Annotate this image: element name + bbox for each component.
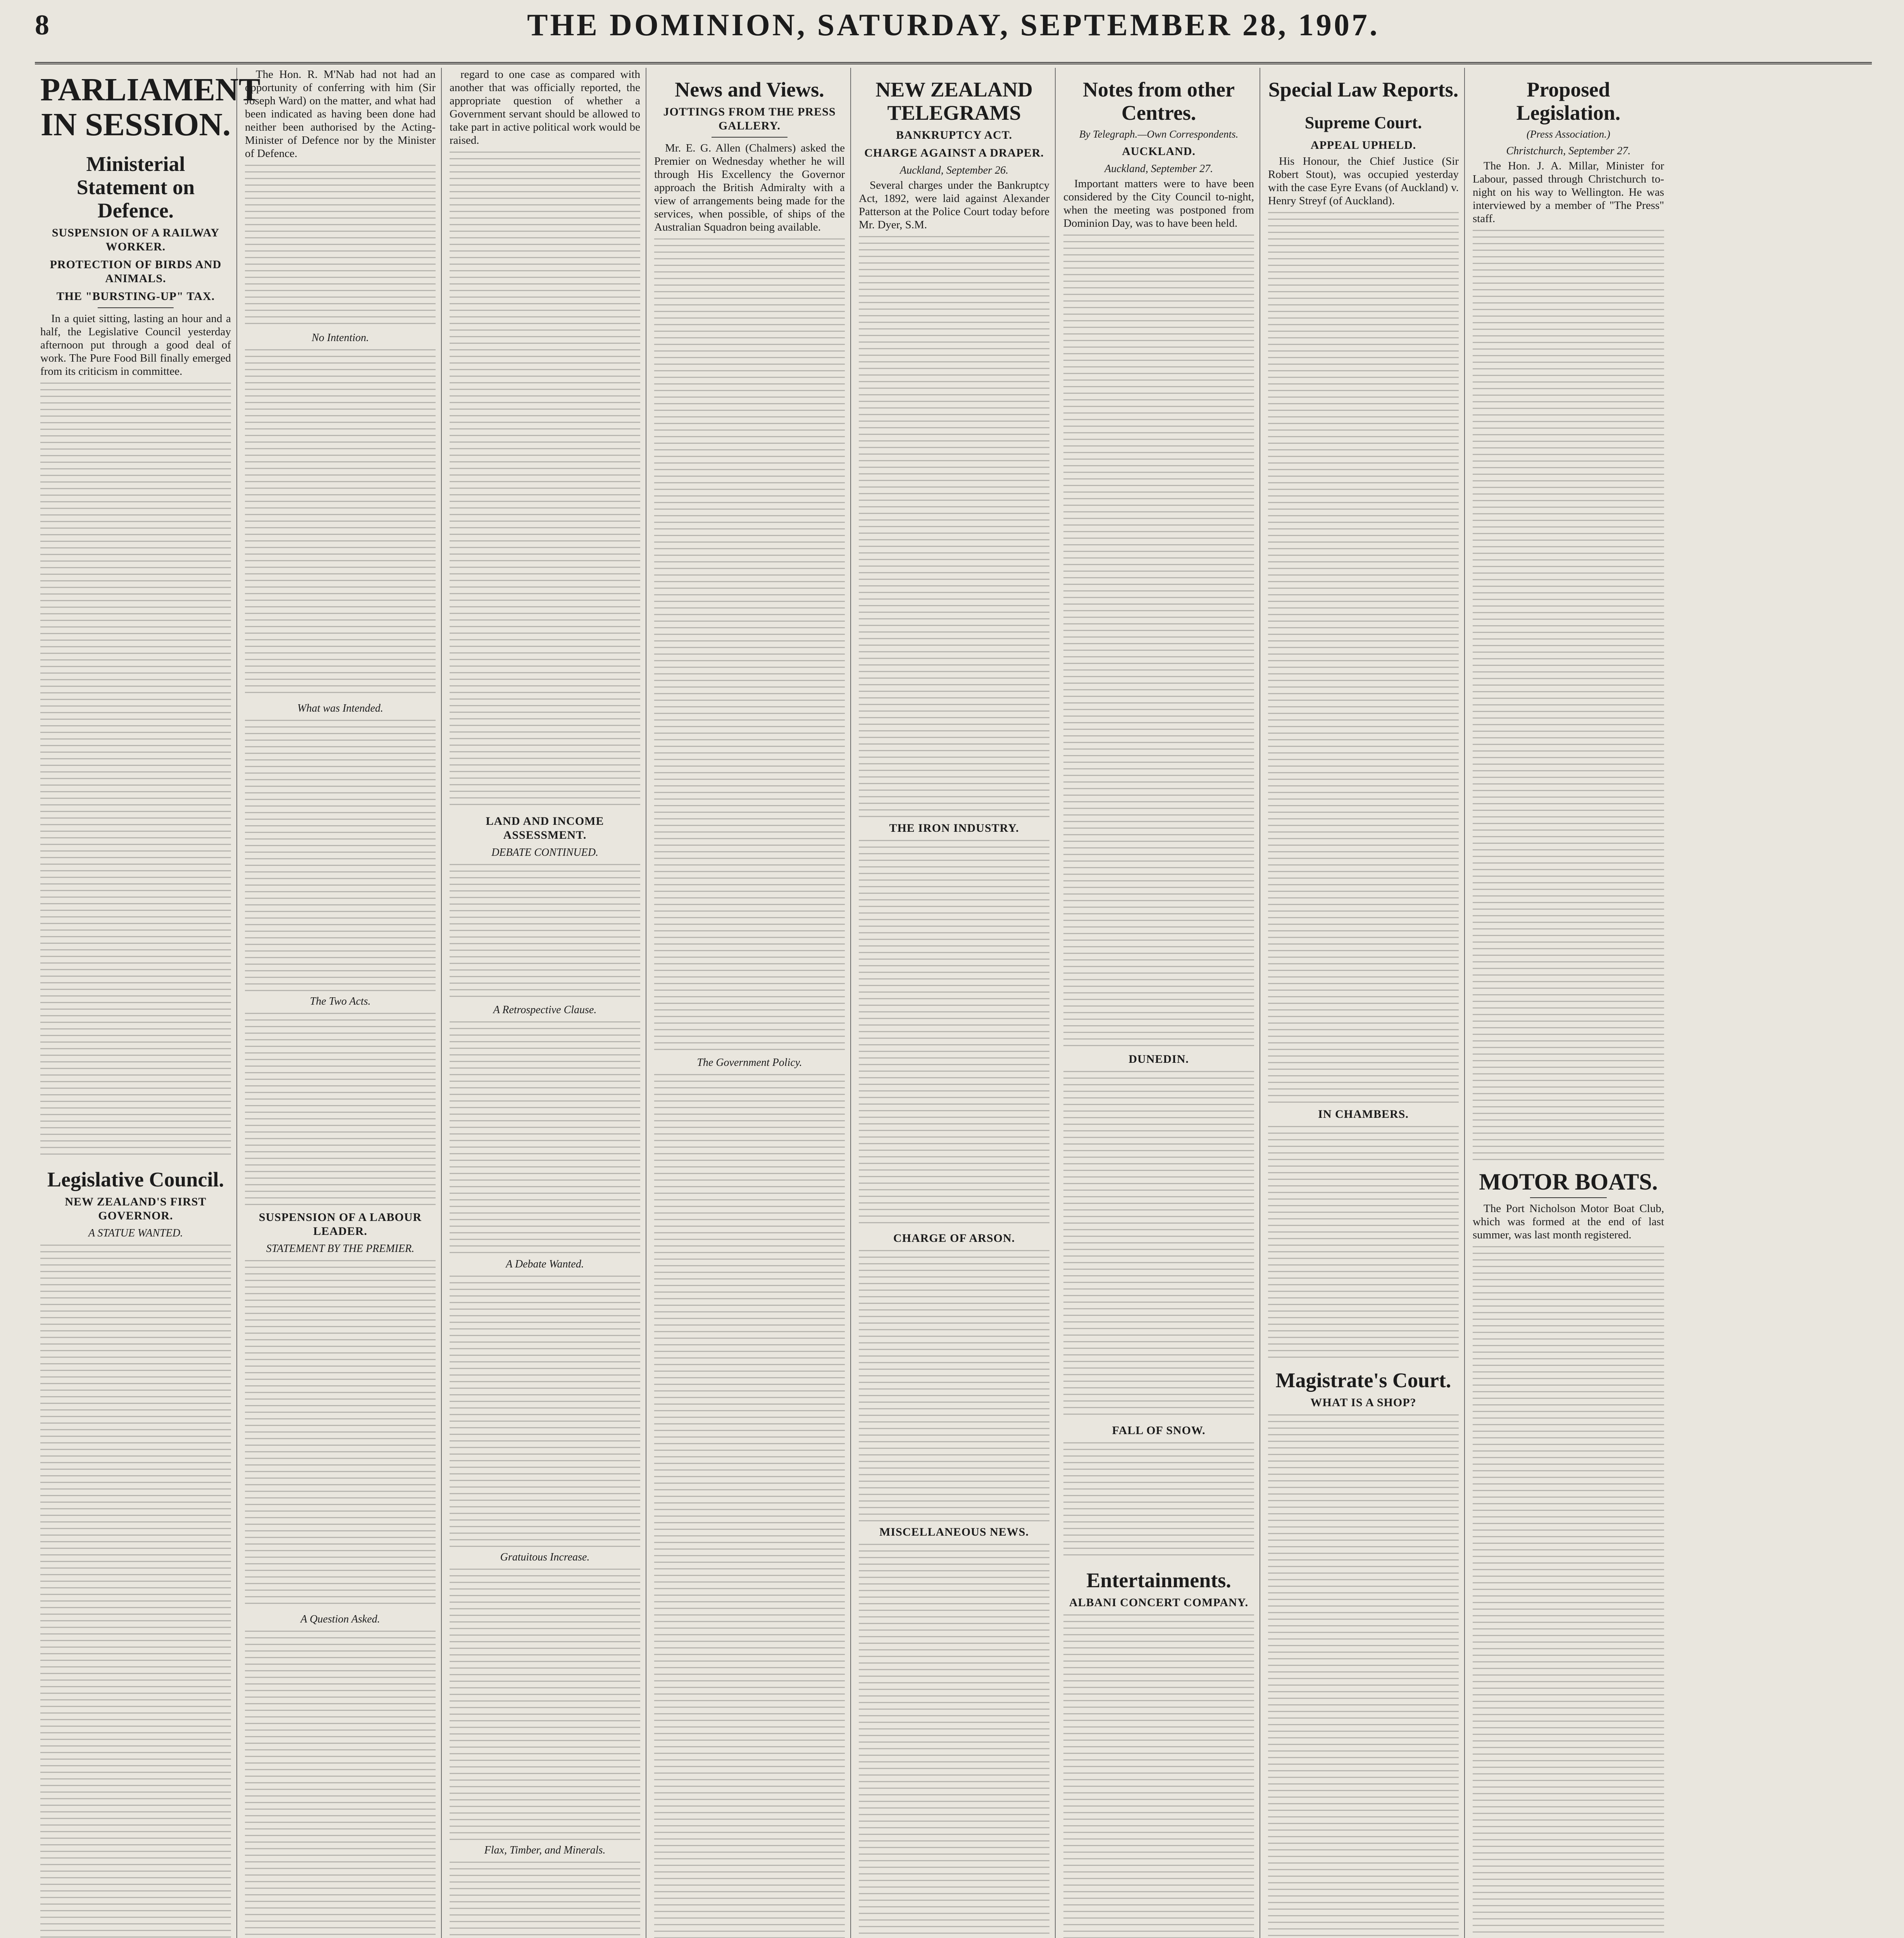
subheading: SUSPENSION OF A LABOUR LEADER. <box>258 1211 422 1238</box>
subheading: WHAT IS A SHOP? <box>1310 1396 1416 1409</box>
article-body-text <box>245 1260 436 1609</box>
column-6 <box>1058 68 1260 1938</box>
section-heading: Legislative Council. <box>47 1168 224 1191</box>
article-body-text <box>1268 1126 1459 1359</box>
article-body-text <box>450 152 640 810</box>
subheading: A Retrospective Clause. <box>493 1004 597 1016</box>
article-body-text <box>40 1245 231 1938</box>
article-body-text <box>245 1013 436 1207</box>
subheading: The Two Acts. <box>310 995 371 1007</box>
defence-story-heading: Ministerial Statement on Defence. <box>76 152 195 222</box>
article-body-text <box>654 1074 845 1938</box>
article-body-text <box>654 238 845 1052</box>
article-paragraph: His Honour, the Chief Justice (Sir Robert Stout), was occupied yesterday with the case Eyre Evans (of Auckland) v. Henry Streyf (of Auckland). <box>1268 155 1459 207</box>
article-body-text <box>450 1569 640 1840</box>
article-body-text <box>245 165 436 328</box>
subheading: SUSPENSION OF A RAILWAY WORKER. <box>52 226 220 253</box>
dateline: Auckland, September 26. <box>900 164 1008 176</box>
parliament-heading: PARLIAMENT IN SESSION. <box>40 72 260 143</box>
article-columns <box>35 68 1880 1938</box>
article-body-text <box>450 864 640 1000</box>
subheading: THE "BURSTING-UP" TAX. <box>56 290 215 303</box>
section-heading: Magistrate's Court. <box>1275 1369 1451 1392</box>
article-body-text <box>1268 1414 1459 1938</box>
article-body-text <box>1268 212 1459 1103</box>
section-heading: MOTOR BOATS. <box>1479 1169 1658 1195</box>
article-paragraph: regard to one case as compared with another that was officially reported, the appropriate question of whether a Government servant should be allowed to take part in active political work would be raised. <box>450 68 640 147</box>
article-body-text <box>1473 230 1664 1160</box>
article-paragraph: In a quiet sitting, lasting an hour and a half, the Legislative Council yesterday afternoon put through a good deal of work. The Pure Food Bill finally emerged from its criticism in committee. <box>40 312 231 378</box>
subheading: DEBATE CONTINUED. <box>491 847 598 859</box>
article-paragraph: The Hon. J. A. Millar, Minister for Labour, passed through Christchurch to-night on his way to Wellington. He was interviewed by a member of "The Press" staff. <box>1473 160 1664 225</box>
article-body-text <box>859 1544 1049 1938</box>
subheading: APPEAL UPHELD. <box>1310 139 1416 152</box>
article-body-text <box>245 720 436 991</box>
article-body-text <box>859 1250 1049 1521</box>
subheading: IN CHAMBERS. <box>1318 1108 1409 1121</box>
subheading: What was Intended. <box>297 702 383 714</box>
subheading: No Intention. <box>312 332 369 344</box>
subheading: CHARGE AGAINST A DRAPER. <box>864 147 1044 159</box>
section-heading: Supreme Court. <box>1304 113 1422 132</box>
article-body-text <box>245 349 436 698</box>
subheading: AUCKLAND. <box>1122 145 1196 158</box>
column-1 <box>35 68 260 1938</box>
article-body-text <box>1473 1246 1664 1938</box>
column-2 <box>240 68 442 1938</box>
dateline: Christchurch, September 27. <box>1506 145 1631 157</box>
subheading: Flax, Timber, and Minerals. <box>484 1844 606 1856</box>
section-heading: Proposed Legislation. <box>1516 78 1621 124</box>
subheading: MISCELLANEOUS NEWS. <box>879 1526 1029 1538</box>
article-body-text <box>1063 1071 1254 1420</box>
article-paragraph: Important matters were to have been considered by the City Council to-night, when the meeting was postponed from Dominion Day, was to have been held. <box>1063 178 1254 229</box>
subheading: Gratuitous Increase. <box>500 1551 590 1563</box>
subheading: STATEMENT BY THE PREMIER. <box>266 1243 415 1255</box>
article-body-text <box>1063 1442 1254 1559</box>
divider <box>98 307 174 308</box>
page-number: 8 <box>35 9 49 41</box>
column-7 <box>1263 68 1465 1938</box>
section-heading: News and Views. <box>675 78 824 101</box>
section-heading: Notes from other Centres. <box>1083 78 1235 124</box>
article-body-text <box>450 1862 640 1938</box>
article-paragraph: Several charges under the Bankruptcy Act, 1892, were laid against Alexander Patterson at the Police Court today before Mr. Dyer, S.M. <box>859 179 1049 231</box>
article-body-text <box>1063 1614 1254 1938</box>
newspaper-title: THE DOMINION, SATURDAY, SEPTEMBER 28, 1907. <box>527 8 1380 42</box>
byline: By Telegraph.—Own Correspondents. <box>1079 128 1239 140</box>
subheading: A Debate Wanted. <box>506 1258 584 1270</box>
column-5 <box>853 68 1056 1938</box>
article-paragraph: Mr. E. G. Allen (Chalmers) asked the Premier on Wednesday whether he will through His Excellency the Governor approach the British Admiralty with a view of arrangements being made for the services, when possible, of ships of the Australian Squadron being available. <box>654 142 845 233</box>
section-heading: Special Law Reports. <box>1268 78 1459 101</box>
article-body-text <box>450 1276 640 1547</box>
subheading: CHARGE OF ARSON. <box>893 1232 1015 1245</box>
subheading: THE IRON INDUSTRY. <box>889 822 1019 835</box>
divider <box>712 137 788 138</box>
section-heading: Entertainments. <box>1086 1569 1231 1592</box>
subheading: JOTTINGS FROM THE PRESS GALLERY. <box>663 105 836 132</box>
subheading: LAND AND INCOME ASSESSMENT. <box>486 815 604 841</box>
subheading: The Government Policy. <box>697 1057 802 1069</box>
subheading: DUNEDIN. <box>1129 1053 1189 1066</box>
subheading: FALL OF SNOW. <box>1112 1424 1206 1437</box>
subheading: NEW ZEALAND'S FIRST GOVERNOR. <box>65 1195 207 1222</box>
subheading: ALBANI CONCERT COMPANY. <box>1069 1596 1249 1609</box>
masthead <box>35 8 1872 64</box>
article-body-text <box>859 236 1049 817</box>
subheading: A STATUE WANTED. <box>88 1227 183 1239</box>
column-8 <box>1467 68 1670 1938</box>
section-heading: NEW ZEALAND TELEGRAMS <box>875 78 1033 124</box>
subheading: BANKRUPTCY ACT. <box>896 129 1012 141</box>
article-paragraph: The Port Nicholson Motor Boat Club, which was formed at the end of last summer, was last month registered. <box>1473 1202 1664 1241</box>
article-body-text <box>859 840 1049 1228</box>
column-3 <box>444 68 646 1938</box>
dateline: Auckland, September 27. <box>1104 163 1213 175</box>
subheading: PROTECTION OF BIRDS AND ANIMALS. <box>50 258 222 285</box>
subheading: A Question Asked. <box>300 1613 380 1625</box>
article-body-text <box>450 1021 640 1254</box>
divider <box>1530 1197 1607 1198</box>
column-4 <box>649 68 851 1938</box>
article-body-text <box>40 383 231 1158</box>
article-paragraph: The Hon. R. M'Nab had not had an opportunity of conferring with him (Sir Joseph Ward) on the matter, and what had been indicated as having been done had neither been authorised by the Acting-Minister of Defence nor by the Minister of Defence. <box>245 68 436 160</box>
article-body-text <box>245 1631 436 1938</box>
byline: (Press Association.) <box>1527 128 1610 140</box>
article-body-text <box>1063 234 1254 1048</box>
